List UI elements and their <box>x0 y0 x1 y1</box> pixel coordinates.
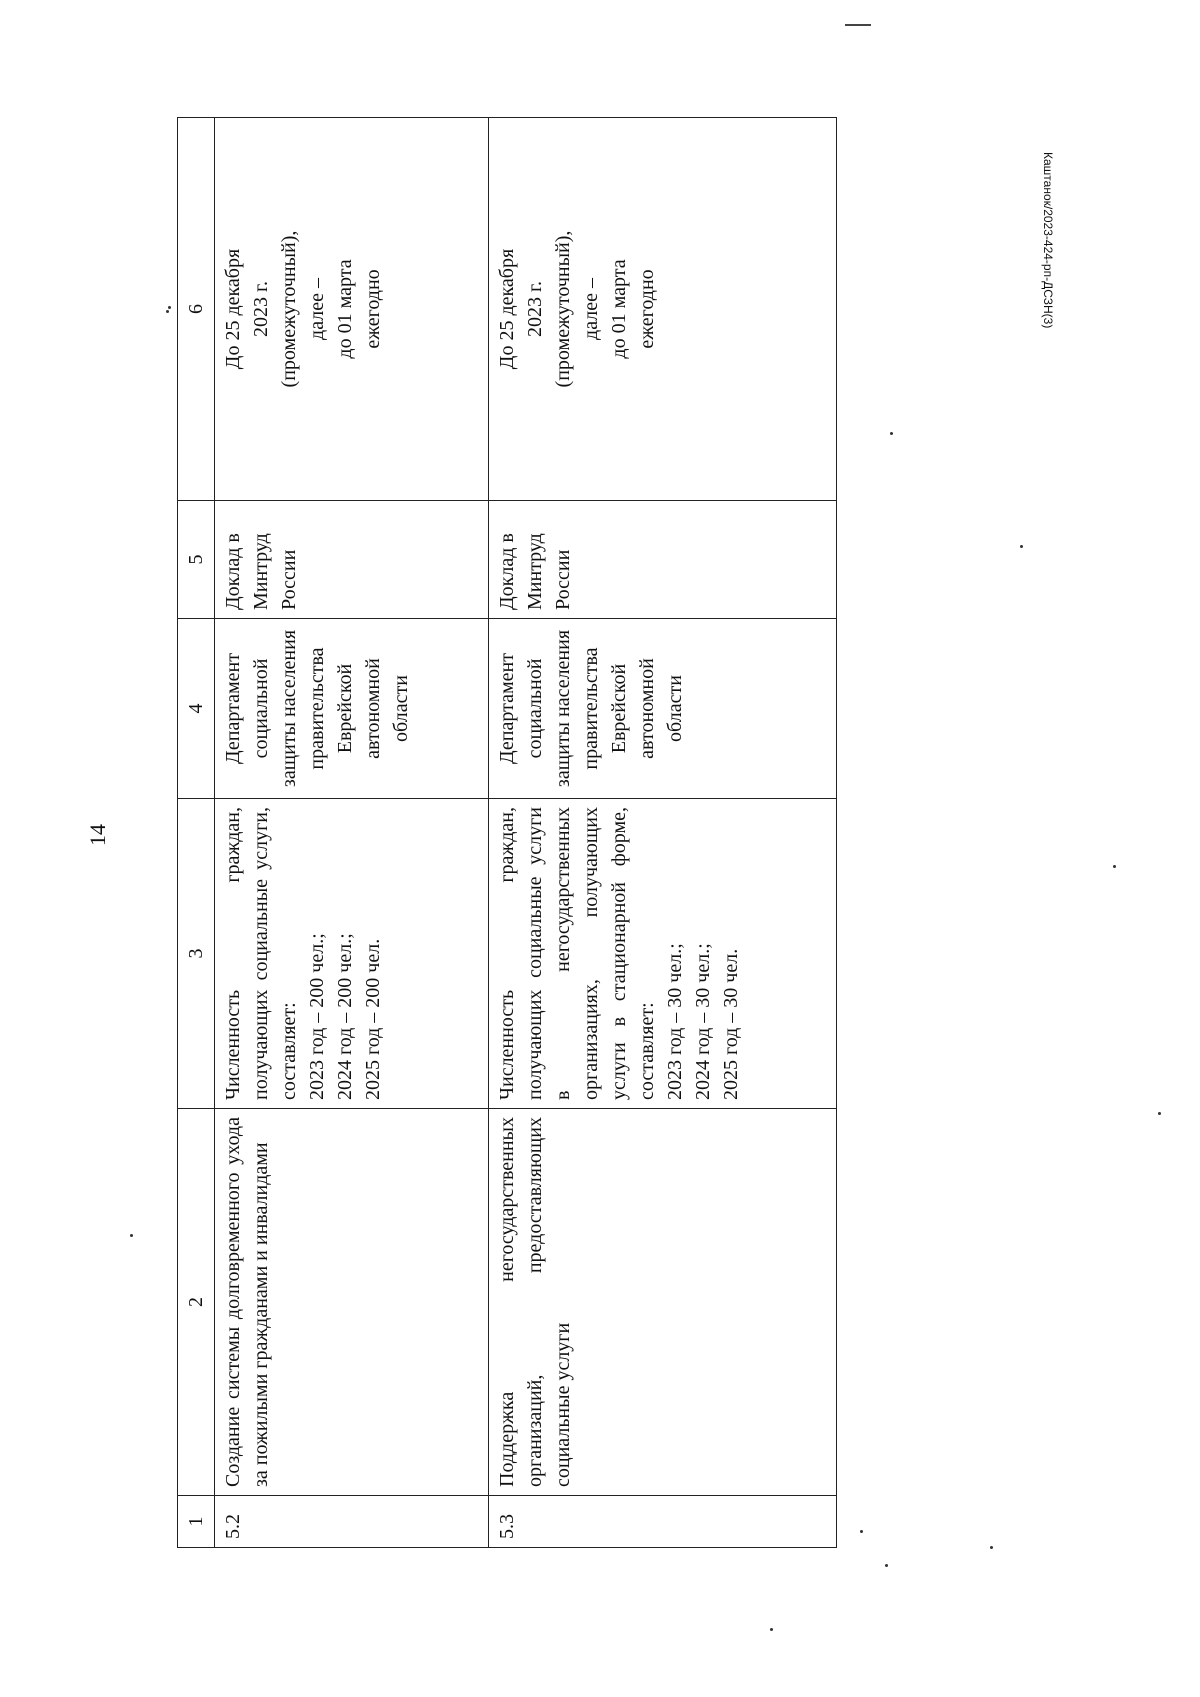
scan-speck <box>860 1530 863 1533</box>
indicator-year: 2024 год – 200 чел.; <box>334 933 356 1100</box>
scan-speck <box>130 1234 133 1237</box>
scan-speck <box>890 432 893 435</box>
deadline-line: до 01 марта <box>607 259 630 359</box>
page-number: 14 <box>85 824 110 846</box>
deadline-line: ежегодно <box>635 269 658 349</box>
deadline-line: далее – <box>579 278 602 340</box>
row-number: 5.2 <box>215 1496 489 1548</box>
indicator-year: 2023 год – 30 чел.; <box>663 943 686 1100</box>
indicator-text: Численность граждан, получающих социальные услуги в негосударственных организациях, получающих услуги в стационарной форме, составляет: <box>495 807 658 1100</box>
executor-cell: Департамент социальной защиты населения правительства Еврейской автономной области <box>215 619 489 799</box>
result-cell: Доклад в Минтруд России <box>215 501 489 619</box>
scan-speck <box>1020 545 1023 548</box>
header-col-3: 3 <box>178 799 215 1109</box>
scan-speck <box>770 1628 773 1631</box>
row-number: 5.3 <box>488 1496 836 1548</box>
indicator-cell <box>488 799 836 1109</box>
indicator-year: 2023 год – 200 чел.; <box>306 933 328 1100</box>
scan-speck <box>166 310 169 313</box>
deadline-line: (промежуточный), <box>551 230 574 388</box>
deadline-line: далее – <box>306 278 328 340</box>
deadline-line: До 25 декабря <box>222 248 244 370</box>
activity-cell: Поддержка негосударственных организаций, предоставляющих социальные услуги <box>488 1109 836 1496</box>
deadline-line: (промежуточный), <box>278 230 300 388</box>
indicator-text: Численность граждан, получающих социальные услуги, составляет: <box>222 807 300 1100</box>
indicator-year: 2025 год – 30 чел. <box>719 948 742 1100</box>
header-col-5: 5 <box>178 501 215 619</box>
scan-mark <box>845 24 871 26</box>
document-code: Каштанок/2023-424-рп-ДСЗН(3) <box>1041 152 1055 329</box>
header-col-6: 6 <box>178 118 215 501</box>
deadline-cell <box>215 118 489 501</box>
result-cell: Доклад в Минтруд России <box>488 501 836 619</box>
header-col-1: 1 <box>178 1496 215 1548</box>
indicator-year: 2025 год – 200 чел. <box>362 938 384 1100</box>
scan-speck <box>1158 1112 1161 1115</box>
table-row <box>488 118 836 1548</box>
scan-speck <box>168 306 171 309</box>
deadline-line: До 25 декабря <box>495 248 518 370</box>
deadline-line: ежегодно <box>362 269 384 349</box>
deadline-cell <box>488 118 836 501</box>
scan-speck <box>990 1546 993 1549</box>
scan-speck <box>1113 865 1116 868</box>
indicator-cell <box>215 799 489 1109</box>
rotated-table <box>177 118 837 1548</box>
header-row <box>178 118 215 1548</box>
indicator-year: 2024 год – 30 чел.; <box>691 943 714 1100</box>
table-row <box>215 118 489 1548</box>
measures-table <box>177 117 837 1548</box>
deadline-line: 2023 г. <box>523 281 546 337</box>
table-container <box>177 118 837 1548</box>
header-col-4: 4 <box>178 619 215 799</box>
executor-cell: Департамент социальной защиты населения правительства Еврейской автономной области <box>488 619 836 799</box>
deadline-line: до 01 марта <box>334 259 356 359</box>
header-col-2: 2 <box>178 1109 215 1496</box>
activity-cell: Создание системы долговременного ухода за пожилыми гражданами и инвалидами <box>215 1109 489 1496</box>
scan-speck <box>885 1564 888 1567</box>
deadline-line: 2023 г. <box>250 281 272 337</box>
